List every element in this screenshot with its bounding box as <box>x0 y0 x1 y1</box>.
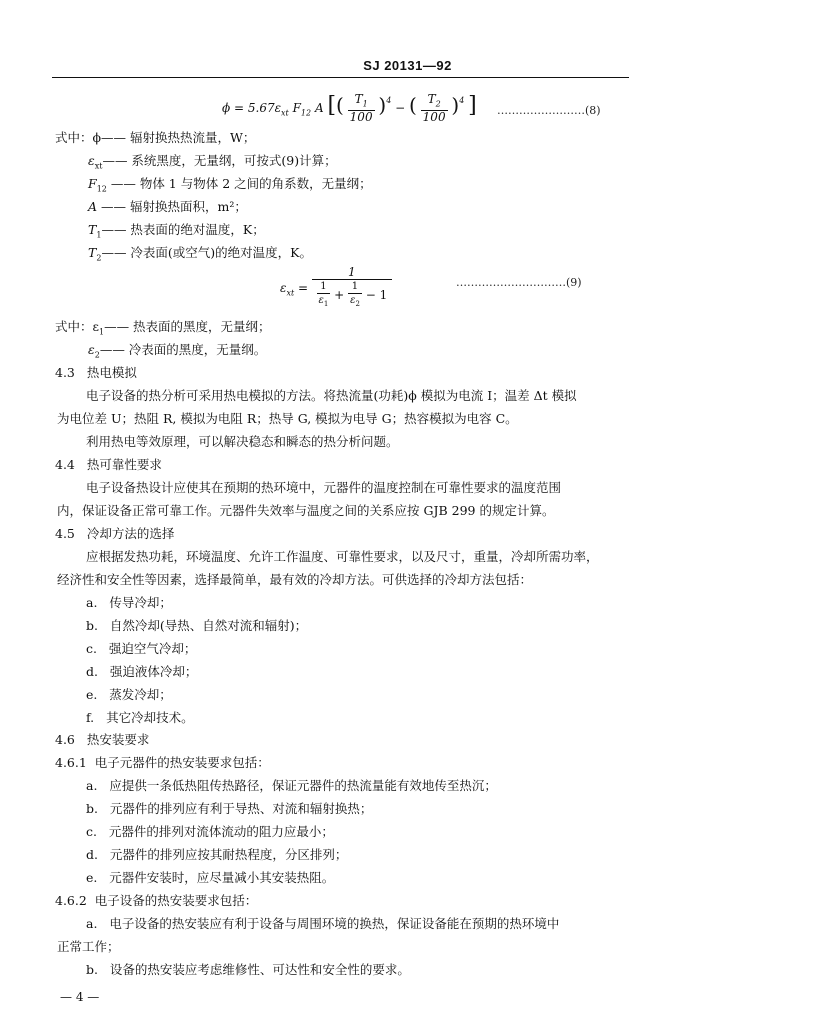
para-4-3-line2: 为电位差 U；热阻 R, 模拟为电阻 R；热导 G, 模拟为电导 G；热容模拟为电容 C。 <box>57 411 518 426</box>
header-rule <box>52 77 629 78</box>
para-4-4-line2: 内，保证设备正常可靠工作。元器件失效率与温度之间的关系应按 GJB 299 的规定计算。 <box>57 503 555 518</box>
section-4-6-2-heading: 4.6.2 电子设备的热安装要求包括： <box>55 893 258 908</box>
def-phi: 式中：ϕ—— 辐射换热热流量，W； <box>55 130 256 145</box>
section-4-6-1-heading: 4.6.1 电子元器件的热安装要求包括： <box>55 755 270 770</box>
def-t1: $T_1——$ 热表面的绝对温度，K； <box>88 222 265 240</box>
section-4-4-heading: 4.4 热可靠性要求 <box>55 457 162 472</box>
def-f12: $F_{12}$ —— 物体 1 与物体 2 之间的角系数，无量纲； <box>88 176 372 194</box>
para-4-3-line3: 利用热电等效原理，可以解决稳态和瞬态的热分析问题。 <box>86 434 399 449</box>
section-4-5-heading: 4.5 冷却方法的选择 <box>55 526 175 541</box>
standard-header: SJ 20131—92 <box>363 58 452 73</box>
list-item: c. 强迫空气冷却； <box>86 641 197 656</box>
def-epsilon-1: 式中：$\varepsilon_1——$ 热表面的黑度，无量纲； <box>55 319 271 337</box>
para-4-4-line1: 电子设备热设计应使其在预期的热环境中，元器件的温度控制在可靠性要求的温度范围 <box>86 480 562 495</box>
def-epsilon-xt: $\varepsilon_{xt}——$ 系统黑度，无量纲，可按式(9)计算； <box>88 153 337 171</box>
list-item: e. 蒸发冷却； <box>86 687 172 702</box>
list-item: b. 设备的热安装应考虑维修性、可达性和安全性的要求。 <box>86 962 410 977</box>
list-item: e. 元器件安装时，应尽量减小其安装热阻。 <box>86 870 335 885</box>
equation-9-number: …………………………(9) <box>456 276 582 289</box>
list-item: b. 元器件的排列应有利于导热、对流和辐射换热； <box>86 801 373 816</box>
section-4-6-heading: 4.6 热安装要求 <box>55 732 150 747</box>
para-4-3-line1: 电子设备的热分析可采用热电模拟的方法。将热流量(功耗)ϕ 模拟为电流 I；温差 Δt 模拟 <box>86 388 577 403</box>
list-item: f. 其它冷却技术。 <box>86 710 194 725</box>
list-item: d. 元器件的排列应按其耐热程度，分区排列； <box>86 847 348 862</box>
list-item: a. 电子设备的热安装应有利于设备与周围环境的换热，保证设备能在预期的热环境中 <box>86 916 560 931</box>
equation-9: $\varepsilon_{xt}$ = 1 $\frac{1}{\varepsilon_1}$ + $\frac{1}{\varepsilon_2}$ − 1 <box>280 266 392 311</box>
def-epsilon-2: $\varepsilon_2——$ 冷表面的黑度，无量纲。 <box>88 342 267 360</box>
list-item: d. 强迫液体冷却； <box>86 664 198 679</box>
list-item: b. 自然冷却(导热、自然对流和辐射)； <box>86 618 308 633</box>
section-4-3-heading: 4.3 热电模拟 <box>55 365 137 380</box>
page-number: — 4 — <box>60 990 100 1004</box>
list-item: a. 应提供一条低热阻传热路径，保证元器件的热流量能有效地传至热沉； <box>86 778 497 793</box>
list-item: a. 传导冷却； <box>86 595 172 610</box>
equation-8-number: ……………………(8) <box>497 104 601 117</box>
def-t2: $T_2——$ 冷表面(或空气)的绝对温度，K。 <box>88 245 313 263</box>
list-item-continuation: 正常工作； <box>57 939 120 954</box>
def-a: A —— 辐射换热面积，m²； <box>88 199 247 214</box>
para-4-5-line2: 经济性和安全性等因素，选择最简单，最有效的冷却方法。可供选择的冷却方法包括： <box>57 572 533 587</box>
equation-8: $\phi = 5.67\varepsilon_{xt}$ $F_{12}$ A [( $\frac{T_1}{100}$ )$^4$ − ( $\frac{T_2}{100}$ )$^4$ ] <box>222 92 477 125</box>
list-item: c. 元器件的排列对流体流动的阻力应最小； <box>86 824 334 839</box>
para-4-5-line1: 应根据发热功耗，环境温度、允许工作温度、可靠性要求，以及尺寸，重量，冷却所需功率， <box>86 549 599 564</box>
